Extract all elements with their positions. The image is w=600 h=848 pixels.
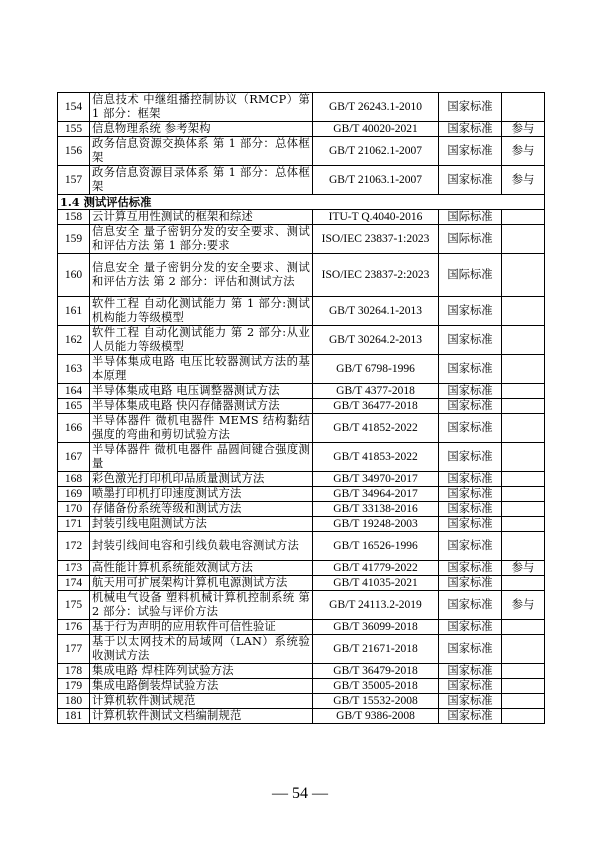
table-row (58, 487, 545, 502)
participation (502, 502, 545, 517)
row-number: 174 (58, 576, 90, 591)
row-number: 165 (58, 399, 90, 414)
participation: 参与 (502, 122, 545, 137)
standard-code: GB/T 30264.2-2013 (313, 326, 439, 355)
standard-name: 半导体集成电路 快闪存储器测试方法 (90, 399, 313, 414)
standard-name: 半导体器件 微机电器件 晶圆间键合强度测量 (90, 443, 313, 472)
participation (502, 384, 545, 399)
participation (502, 297, 545, 326)
table-row (58, 225, 545, 254)
standard-code: GB/T 21063.1-2007 (313, 166, 439, 195)
standards-table-body (58, 93, 545, 724)
standard-code: GB/T 24113.2-2019 (313, 591, 439, 620)
standard-type: 国家标准 (439, 517, 502, 532)
standard-code: GB/T 34964-2017 (313, 487, 439, 502)
standard-code: GB/T 41035-2021 (313, 576, 439, 591)
row-number: 181 (58, 709, 90, 724)
standard-code: GB/T 26243.1-2010 (313, 93, 439, 122)
standard-type: 国家标准 (439, 635, 502, 664)
standard-name: 集成电路 焊柱阵列试验方法 (90, 664, 313, 679)
standard-name: 半导体集成电路 电压调整器测试方法 (90, 384, 313, 399)
standard-code: GB/T 30264.1-2013 (313, 297, 439, 326)
row-number: 164 (58, 384, 90, 399)
standard-code: GB/T 21671-2018 (313, 635, 439, 664)
standards-table (57, 92, 545, 724)
standard-type: 国家标准 (439, 122, 502, 137)
table-row (58, 166, 545, 195)
row-number: 160 (58, 254, 90, 297)
standard-code: GB/T 33138-2016 (313, 502, 439, 517)
table-row (58, 591, 545, 620)
row-number: 178 (58, 664, 90, 679)
table-row (58, 122, 545, 137)
standard-name: 计算机软件测试规范 (90, 694, 313, 709)
row-number: 154 (58, 93, 90, 122)
participation (502, 576, 545, 591)
standard-type: 国家标准 (439, 532, 502, 561)
standard-code: ISO/IEC 23837-2:2023 (313, 254, 439, 297)
participation (502, 225, 545, 254)
standard-name: 政务信息资源交换体系 第 1 部分：总体框架 (90, 137, 313, 166)
standard-code: GB/T 35005-2018 (313, 679, 439, 694)
participation (502, 679, 545, 694)
participation (502, 532, 545, 561)
standard-name: 封装引线电阻测试方法 (90, 517, 313, 532)
row-number: 170 (58, 502, 90, 517)
section-heading: 1.4 测试评估标准 (58, 195, 545, 210)
row-number: 155 (58, 122, 90, 137)
standard-code: GB/T 4377-2018 (313, 384, 439, 399)
row-number: 156 (58, 137, 90, 166)
table-row (58, 384, 545, 399)
standard-code: GB/T 36477-2018 (313, 399, 439, 414)
standard-name: 半导体器件 微机电器件 MEMS 结构黏结强度的弯曲和剪切试验方法 (90, 414, 313, 443)
table-row (58, 443, 545, 472)
table-row (58, 679, 545, 694)
participation (502, 355, 545, 384)
table-row (58, 694, 545, 709)
standard-code: GB/T 6798-1996 (313, 355, 439, 384)
row-number: 159 (58, 225, 90, 254)
standard-type: 国家标准 (439, 326, 502, 355)
participation: 参与 (502, 591, 545, 620)
standard-code: GB/T 16526-1996 (313, 532, 439, 561)
standard-name: 软件工程 自动化测试能力 第 1 部分:测试机构能力等级模型 (90, 297, 313, 326)
row-number: 180 (58, 694, 90, 709)
section-heading-row (58, 195, 545, 210)
standard-type: 国家标准 (439, 443, 502, 472)
participation (502, 326, 545, 355)
standard-code: GB/T 21062.1-2007 (313, 137, 439, 166)
standard-type: 国家标准 (439, 694, 502, 709)
standard-name: 封装引线间电容和引线负载电容测试方法 (90, 532, 313, 561)
standard-name: 存储备份系统等级和测试方法 (90, 502, 313, 517)
standard-type: 国家标准 (439, 399, 502, 414)
standard-code: GB/T 41779-2022 (313, 561, 439, 576)
standard-type: 国家标准 (439, 561, 502, 576)
standard-name: 彩色激光打印机印品质量测试方法 (90, 472, 313, 487)
participation (502, 472, 545, 487)
row-number: 167 (58, 443, 90, 472)
standard-type: 国际标准 (439, 210, 502, 225)
standard-type: 国家标准 (439, 679, 502, 694)
table-row (58, 254, 545, 297)
table-row (58, 502, 545, 517)
standard-type: 国家标准 (439, 166, 502, 195)
row-number: 179 (58, 679, 90, 694)
standard-type: 国家标准 (439, 137, 502, 166)
table-row (58, 620, 545, 635)
row-number: 157 (58, 166, 90, 195)
standard-type: 国家标准 (439, 620, 502, 635)
standard-type: 国家标准 (439, 487, 502, 502)
standard-name: 机械电气设备 塑料机械计算机控制系统 第 2 部分：试验与评价方法 (90, 591, 313, 620)
row-number: 175 (58, 591, 90, 620)
standard-name: 航天用可扩展架构计算机电源测试方法 (90, 576, 313, 591)
standard-name: 信息物理系统 参考架构 (90, 122, 313, 137)
standard-name: 基于行为声明的应用软件可信性验证 (90, 620, 313, 635)
participation (502, 664, 545, 679)
standard-type: 国家标准 (439, 355, 502, 384)
table-row (58, 355, 545, 384)
standard-type: 国家标准 (439, 664, 502, 679)
row-number: 161 (58, 297, 90, 326)
row-number: 176 (58, 620, 90, 635)
table-row (58, 414, 545, 443)
standard-type: 国家标准 (439, 472, 502, 487)
standard-name: 信息安全 量子密钥分发的安全要求、测试和评估方法 第 1 部分:要求 (90, 225, 313, 254)
table-row (58, 532, 545, 561)
standard-code: ITU-T Q.4040-2016 (313, 210, 439, 225)
standard-type: 国家标准 (439, 591, 502, 620)
standard-code: GB/T 36479-2018 (313, 664, 439, 679)
standard-name: 信息安全 量子密钥分发的安全要求、测试和评估方法 第 2 部分：评估和测试方法 (90, 254, 313, 297)
participation (502, 517, 545, 532)
standard-code: GB/T 15532-2008 (313, 694, 439, 709)
participation: 参与 (502, 561, 545, 576)
participation (502, 709, 545, 724)
standards-table-container (57, 92, 544, 724)
participation (502, 399, 545, 414)
standard-name: 政务信息资源目录体系 第 1 部分：总体框架 (90, 166, 313, 195)
standard-code: GB/T 41853-2022 (313, 443, 439, 472)
standard-code: GB/T 40020-2021 (313, 122, 439, 137)
row-number: 166 (58, 414, 90, 443)
standard-type: 国家标准 (439, 384, 502, 399)
standard-type: 国家标准 (439, 576, 502, 591)
participation: 参与 (502, 137, 545, 166)
standard-code: GB/T 19248-2003 (313, 517, 439, 532)
table-row (58, 561, 545, 576)
row-number: 177 (58, 635, 90, 664)
row-number: 162 (58, 326, 90, 355)
standard-code: GB/T 9386-2008 (313, 709, 439, 724)
table-row (58, 576, 545, 591)
row-number: 163 (58, 355, 90, 384)
standard-name: 喷墨打印机打印速度测试方法 (90, 487, 313, 502)
row-number: 168 (58, 472, 90, 487)
standard-type: 国际标准 (439, 254, 502, 297)
row-number: 173 (58, 561, 90, 576)
participation: 参与 (502, 166, 545, 195)
participation (502, 487, 545, 502)
table-row (58, 517, 545, 532)
table-row (58, 664, 545, 679)
participation (502, 414, 545, 443)
standard-name: 集成电路倒装焊试验方法 (90, 679, 313, 694)
participation (502, 443, 545, 472)
participation (502, 254, 545, 297)
table-row (58, 297, 545, 326)
standard-name: 半导体集成电路 电压比较器测试方法的基本原理 (90, 355, 313, 384)
table-row (58, 210, 545, 225)
participation (502, 635, 545, 664)
standard-name: 云计算互用性测试的框架和综述 (90, 210, 313, 225)
page-number: — 54 — (272, 785, 328, 802)
standard-name: 基于以太网技术的局域网（LAN）系统验收测试方法 (90, 635, 313, 664)
participation (502, 210, 545, 225)
table-row (58, 472, 545, 487)
participation (502, 620, 545, 635)
standard-type: 国家标准 (439, 93, 502, 122)
standard-type: 国家标准 (439, 297, 502, 326)
standard-type: 国家标准 (439, 709, 502, 724)
standard-type: 国际标准 (439, 225, 502, 254)
standard-name: 计算机软件测试文档编制规范 (90, 709, 313, 724)
table-row (58, 635, 545, 664)
standard-code: ISO/IEC 23837-1:2023 (313, 225, 439, 254)
participation (502, 694, 545, 709)
standard-type: 国家标准 (439, 414, 502, 443)
standard-code: GB/T 36099-2018 (313, 620, 439, 635)
row-number: 172 (58, 532, 90, 561)
table-row (58, 326, 545, 355)
table-row (58, 399, 545, 414)
table-row (58, 137, 545, 166)
table-row (58, 93, 545, 122)
standard-code: GB/T 34970-2017 (313, 472, 439, 487)
table-row (58, 709, 545, 724)
standard-name: 信息技术 中继组播控制协议（RMCP）第 1 部分：框架 (90, 93, 313, 122)
standard-name: 软件工程 自动化测试能力 第 2 部分:从业人员能力等级模型 (90, 326, 313, 355)
participation (502, 93, 545, 122)
standard-name: 高性能计算机系统能效测试方法 (90, 561, 313, 576)
standard-type: 国家标准 (439, 502, 502, 517)
row-number: 158 (58, 210, 90, 225)
standard-code: GB/T 41852-2022 (313, 414, 439, 443)
row-number: 169 (58, 487, 90, 502)
row-number: 171 (58, 517, 90, 532)
